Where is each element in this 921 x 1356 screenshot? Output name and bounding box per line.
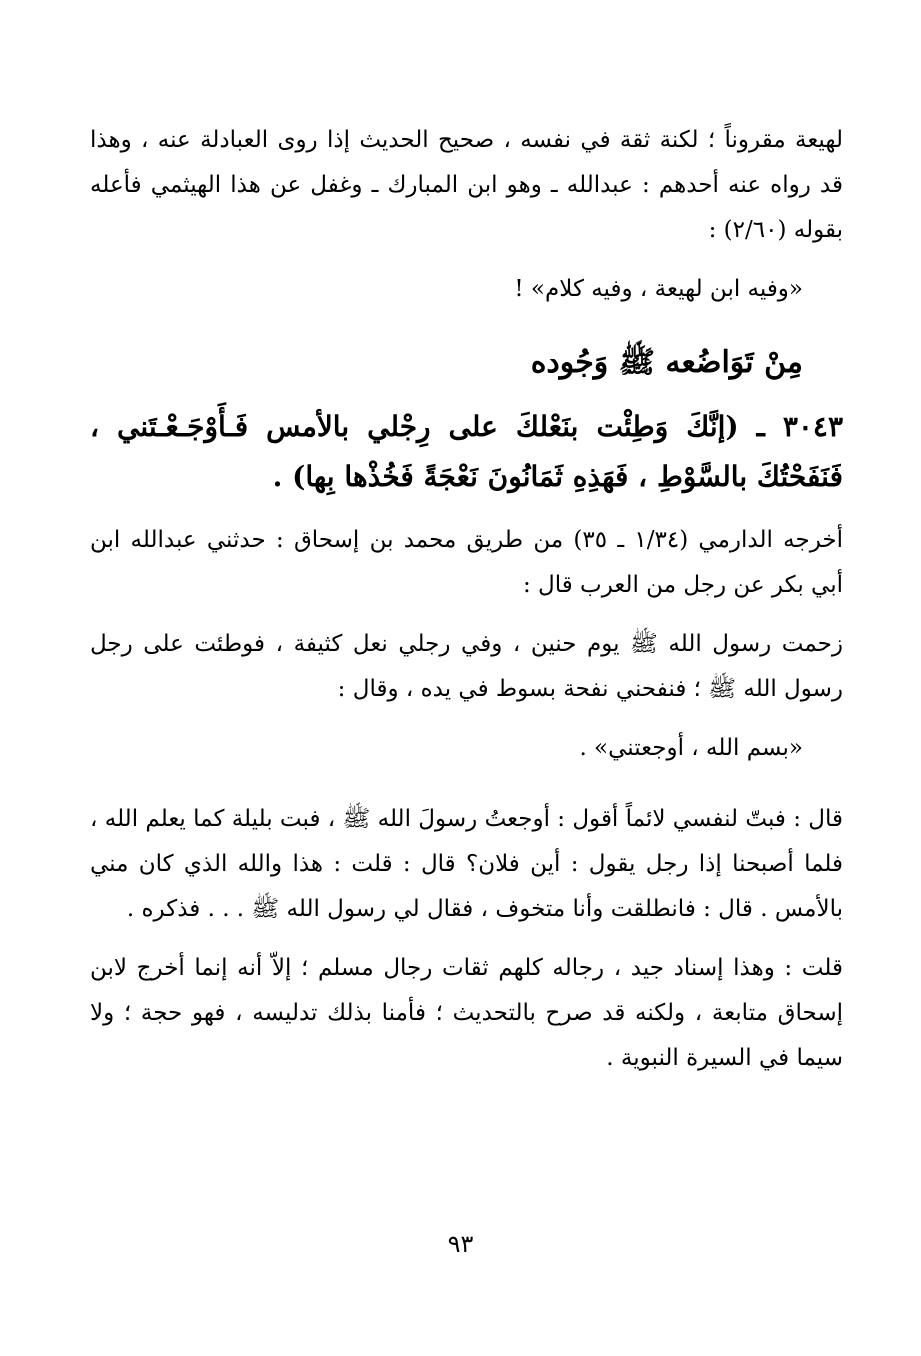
paragraph-grading: قلت : وهذا إسناد جيد ، رجاله كلهم ثقات رجال مسلم ؛ إلاّ أنه إنما أخرج لابن إسحاق متابعة ، ولكنه قد صرح بالتحديث ؛ فأمنا بذلك تدليسه ، فهو حجة ؛ ولا سيما في السيرة النبوية . bbox=[90, 955, 843, 1071]
section-heading: مِنْ تَوَاضُعه ﷺ وَجُوده bbox=[530, 345, 803, 380]
page-number: ٩٣ bbox=[447, 1230, 474, 1258]
page-body bbox=[90, 118, 843, 1095]
paragraph-story: قال : فبتّ لنفسي لائماً أقول : أوجعتُ رسولَ الله ﷺ ، فبت بليلة كما يعلم الله ، فلما أصبحنا إذا رجل يقول : أين فلان؟ قال : قلت : هذا والله الذي كان مني بالأمس . قال : فانطلقت وأنا متخوف ، فقال لي رسول الله ﷺ . . . فذكره . bbox=[90, 806, 843, 922]
paragraph-takhrij: أخرجه الدارمي (١/٣٤ ـ ٣٥) من طريق محمد بن إسحاق : حدثني عبدالله ابن أبي بكر عن رجل من العرب قال : bbox=[90, 527, 843, 598]
paragraph-narration: زحمت رسول الله ﷺ يوم حنين ، وفي رجلي نعل كثيفة ، فوطئت على رجل رسول الله ﷺ ؛ فنفحني نفحة بسوط في يده ، وقال : bbox=[90, 631, 843, 702]
paragraph-continuation: لهيعة مقروناً ؛ لكنة ثقة في نفسه ، صحيح الحديث إذا روى العبادلة عنه ، وهذا قد رواه عنه أحدهم : عبدالله ـ وهو ابن المبارك ـ وغفل عن هذا الهيثمي فأعله بقوله (٢/٦٠) : bbox=[90, 127, 843, 243]
quote-bismillah: «بسم الله ، أوجعتني» . bbox=[579, 735, 803, 761]
quote-haythami: «وفيه ابن لهيعة ، وفيه كلام» ! bbox=[514, 276, 803, 302]
hadith-text: ٣٠٤٣ ـ (إنَّكَ وَطِئْت بنَعْلكَ على رِجْلي بالأمس فَـأَوْجَـعْـتَني ، فَنَفَحْتُكَ بالسَّوْطِ ، فَهَذِهِ ثَمَانُونَ نَعْجَةً فَخُذْها بِها) . bbox=[90, 410, 843, 493]
